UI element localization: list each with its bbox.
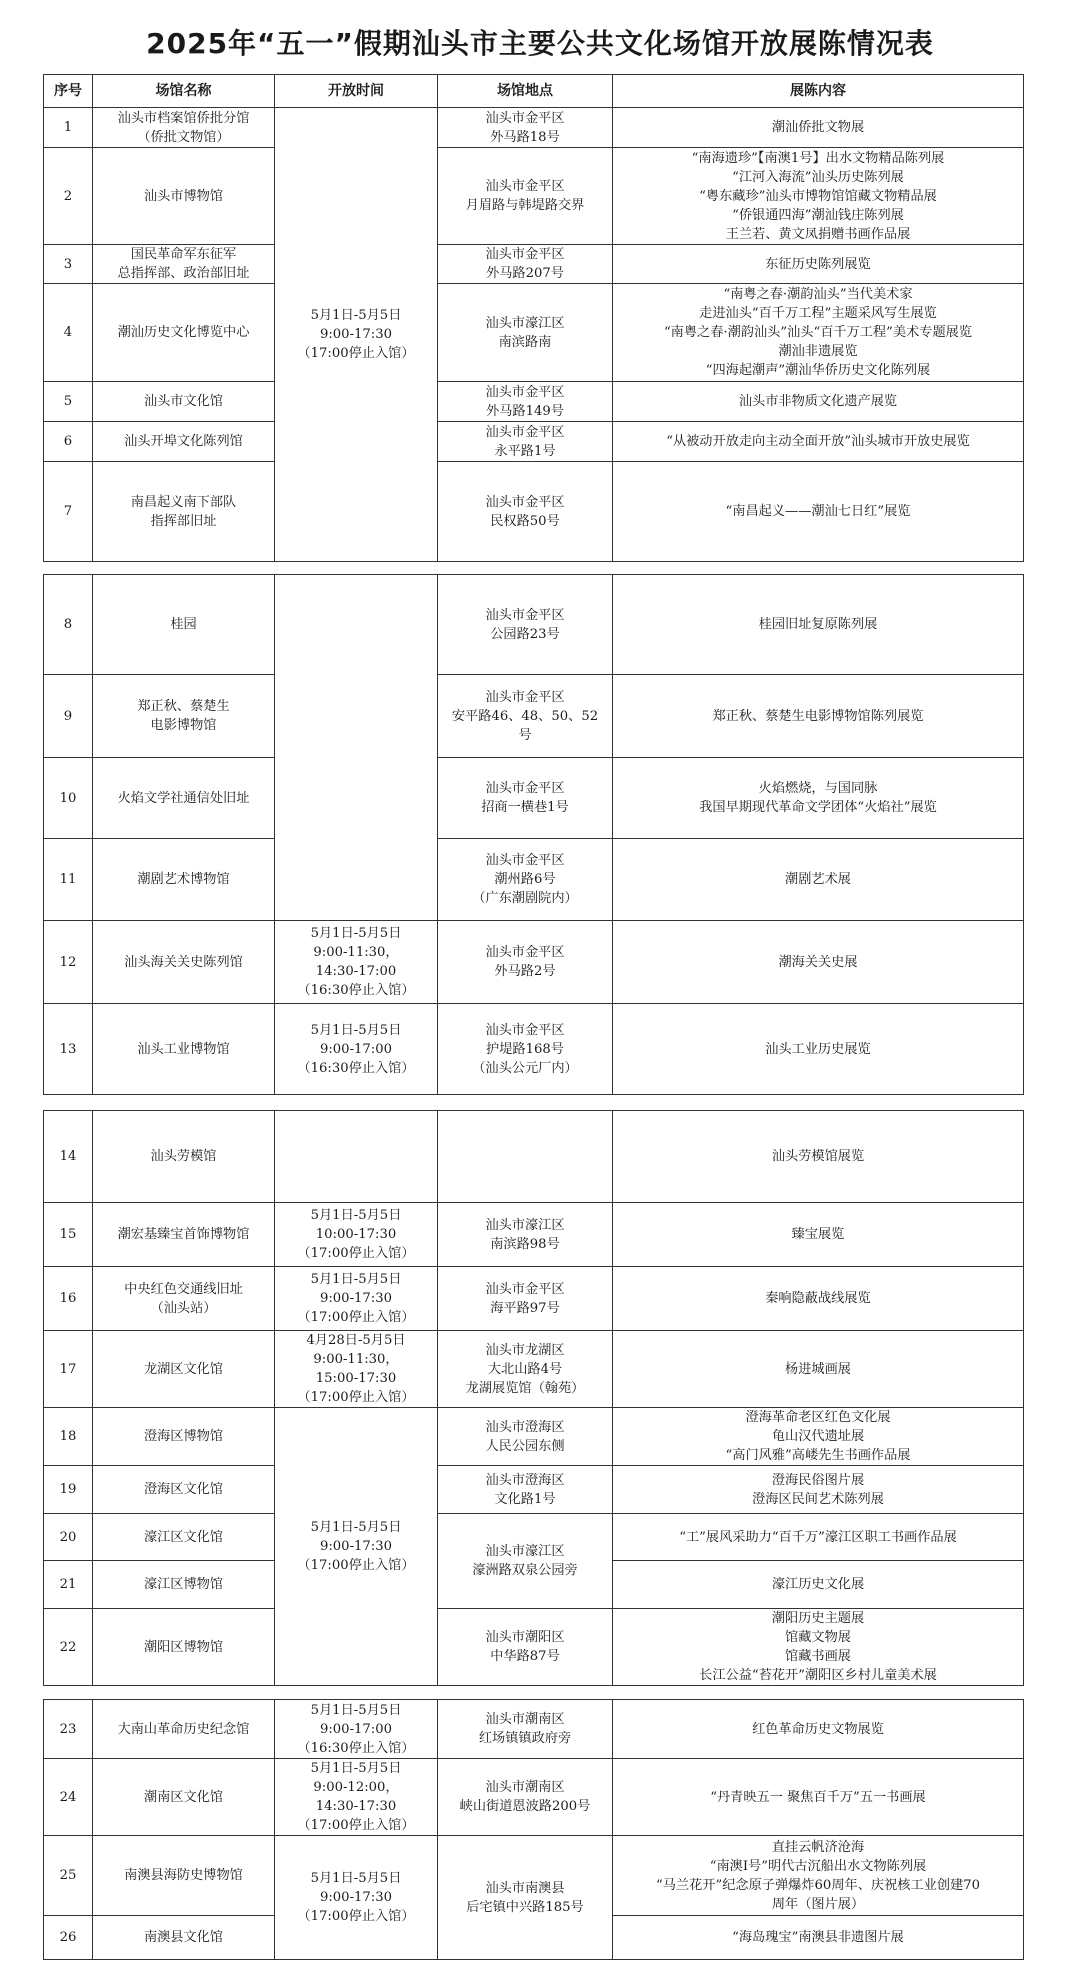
table-row: [44, 1004, 1024, 1095]
exhibition-table-part-3: [43, 1110, 1024, 1686]
row-name: 汕头市文化馆: [93, 382, 275, 422]
row-exh: 火焰燃烧，与国同脉 我国早期现代革命文学团体“火焰社”展览: [613, 758, 1024, 839]
row-addr: 汕头市金平区 海平路97号: [438, 1267, 613, 1331]
table-row: [44, 1700, 1024, 1759]
table-row: [44, 148, 1024, 245]
row-addr: 汕头市金平区 月眉路与韩堤路交界: [438, 148, 613, 245]
row-exh: “海岛瑰宝”南澳县非遗图片展: [613, 1916, 1024, 1960]
row-exh: 潮海关关史展: [613, 921, 1024, 1004]
table-row: [44, 1408, 1024, 1466]
row-name: 南澳县海防史博物馆: [93, 1836, 275, 1916]
row-exh: 汕头市非物质文化遗产展览: [613, 382, 1024, 422]
row-no: 23: [44, 1700, 93, 1759]
table-row: [44, 839, 1024, 921]
row-exh: 潮汕侨批文物展: [613, 108, 1024, 148]
row-no: 18: [44, 1408, 93, 1466]
header-exh: 展陈内容: [613, 75, 1024, 108]
row-no: 25: [44, 1836, 93, 1916]
row-exh: “从被动开放走向主动全面开放”汕头城市开放史展览: [613, 422, 1024, 462]
row-exh: 杨进城画展: [613, 1331, 1024, 1408]
row-exh: 汕头工业历史展览: [613, 1004, 1024, 1095]
row-no: 8: [44, 575, 93, 675]
table-row: [44, 1514, 1024, 1561]
header-time: 开放时间: [275, 75, 438, 108]
row-time: 4月28日-5月5日 9:00-11:30， 15:00-17:30 （17:00停止入馆）: [275, 1331, 438, 1408]
row-name: 南昌起义南下部队 指挥部旧址: [93, 462, 275, 562]
table-row: [44, 758, 1024, 839]
table-header-row: [44, 75, 1024, 108]
row-addr: 汕头市金平区 招商一横巷1号: [438, 758, 613, 839]
table-row: [44, 382, 1024, 422]
row-no: 14: [44, 1111, 93, 1203]
row-addr: 汕头市濠江区 南滨路南: [438, 284, 613, 382]
row-addr: [438, 1111, 613, 1203]
row-time: 5月1日-5月5日 9:00-17:00 （16:30停止入馆）: [275, 1700, 438, 1759]
row-exh: 郑正秋、蔡楚生电影博物馆陈列展览: [613, 675, 1024, 758]
row-time: 5月1日-5月5日 10:00-17:30 （17:00停止入馆）: [275, 1203, 438, 1267]
row-addr: 汕头市金平区 永平路1号: [438, 422, 613, 462]
row-addr: 汕头市南澳县 后宅镇中兴路185号: [438, 1836, 613, 1960]
row-time: 5月1日-5月5日 9:00-12:00， 14:30-17:30 （17:00停止入馆）: [275, 1759, 438, 1836]
row-name: 潮宏基臻宝首饰博物馆: [93, 1203, 275, 1267]
row-no: 22: [44, 1609, 93, 1686]
row-addr: 汕头市金平区 外马路207号: [438, 245, 613, 284]
table-row: [44, 1331, 1024, 1408]
row-name: 汕头开埠文化陈列馆: [93, 422, 275, 462]
row-addr: 汕头市金平区 外马路2号: [438, 921, 613, 1004]
row-time: [275, 1111, 438, 1203]
row-name: 汕头工业博物馆: [93, 1004, 275, 1095]
row-exh: 秦响隐蔽战线展览: [613, 1267, 1024, 1331]
row-name: 龙湖区文化馆: [93, 1331, 275, 1408]
row-name: 中央红色交通线旧址 （汕头站）: [93, 1267, 275, 1331]
row-no: 11: [44, 839, 93, 921]
row-no: 17: [44, 1331, 93, 1408]
row-addr: 汕头市濠江区 濠洲路双泉公园旁: [438, 1514, 613, 1609]
row-addr: 汕头市金平区 安平路46、48、50、52 号: [438, 675, 613, 758]
row-name: 潮南区文化馆: [93, 1759, 275, 1836]
row-addr: 汕头市潮阳区 中华路87号: [438, 1609, 613, 1686]
table-row: [44, 1111, 1024, 1203]
row-name: 汕头劳模馆: [93, 1111, 275, 1203]
row-exh: 澄海革命老区红色文化展 龟山汉代遗址展 “高门风雅”高嵝先生书画作品展: [613, 1408, 1024, 1466]
row-name: 汕头海关关史陈列馆: [93, 921, 275, 1004]
table-row: [44, 1759, 1024, 1836]
row-no: 2: [44, 148, 93, 245]
row-addr: 汕头市澄海区 文化路1号: [438, 1466, 613, 1514]
row-time: [275, 575, 438, 921]
row-name: 潮剧艺术博物馆: [93, 839, 275, 921]
row-no: 16: [44, 1267, 93, 1331]
row-addr: 汕头市金平区 外马路18号: [438, 108, 613, 148]
row-no: 21: [44, 1561, 93, 1609]
table-row: [44, 462, 1024, 562]
row-name: 濠江区博物馆: [93, 1561, 275, 1609]
row-no: 24: [44, 1759, 93, 1836]
table-row: [44, 575, 1024, 675]
row-name: 濠江区文化馆: [93, 1514, 275, 1561]
row-exh: “丹青映五一 聚焦百千万”五一书画展: [613, 1759, 1024, 1836]
row-addr: 汕头市金平区 护堤路168号 （汕头公元厂内）: [438, 1004, 613, 1095]
row-exh: “南昌起义——潮汕七日红”展览: [613, 462, 1024, 562]
row-exh: 潮剧艺术展: [613, 839, 1024, 921]
row-no: 6: [44, 422, 93, 462]
row-time: 5月1日-5月5日 9:00-17:00 （16:30停止入馆）: [275, 1004, 438, 1095]
row-addr: 汕头市澄海区 人民公园东侧: [438, 1408, 613, 1466]
row-exh: 汕头劳模馆展览: [613, 1111, 1024, 1203]
row-time: 5月1日-5月5日 9:00-17:30 （17:00停止入馆）: [275, 1836, 438, 1960]
row-time: 5月1日-5月5日 9:00-11:30， 14:30-17:00 （16:30停止入馆）: [275, 921, 438, 1004]
row-addr: 汕头市金平区 公园路23号: [438, 575, 613, 675]
header-name: 场馆名称: [93, 75, 275, 108]
row-time: 5月1日-5月5日 9:00-17:30 （17:00停止入馆）: [275, 1408, 438, 1686]
row-no: 13: [44, 1004, 93, 1095]
row-name: 桂园: [93, 575, 275, 675]
row-no: 12: [44, 921, 93, 1004]
row-exh: 濠江历史文化展: [613, 1561, 1024, 1609]
row-no: 1: [44, 108, 93, 148]
row-exh: 红色革命历史文物展览: [613, 1700, 1024, 1759]
row-name: 澄海区文化馆: [93, 1466, 275, 1514]
row-no: 9: [44, 675, 93, 758]
row-name: 潮汕历史文化博览中心: [93, 284, 275, 382]
table-row: [44, 108, 1024, 148]
exhibition-table-part-1: [43, 74, 1024, 562]
row-addr: 汕头市濠江区 南滨路98号: [438, 1203, 613, 1267]
row-no: 4: [44, 284, 93, 382]
exhibition-table-part-4: [43, 1699, 1024, 1960]
row-name: 南澳县文化馆: [93, 1916, 275, 1960]
row-name: 汕头市档案馆侨批分馆 （侨批文物馆）: [93, 108, 275, 148]
row-no: 19: [44, 1466, 93, 1514]
row-no: 10: [44, 758, 93, 839]
row-no: 20: [44, 1514, 93, 1561]
table-row: [44, 1466, 1024, 1514]
row-addr: 汕头市金平区 外马路149号: [438, 382, 613, 422]
row-exh: 潮阳历史主题展 馆藏文物展 馆藏书画展 长江公益“苔花开”潮阳区乡村儿童美术展: [613, 1609, 1024, 1686]
row-exh: 臻宝展览: [613, 1203, 1024, 1267]
row-no: 7: [44, 462, 93, 562]
row-addr: 汕头市龙湖区 大北山路4号 龙湖展览馆（翰苑）: [438, 1331, 613, 1408]
row-name: 火焰文学社通信处旧址: [93, 758, 275, 839]
header-addr: 场馆地点: [438, 75, 613, 108]
row-no: 15: [44, 1203, 93, 1267]
row-name: 汕头市博物馆: [93, 148, 275, 245]
table-row: [44, 422, 1024, 462]
row-exh: “南粤之春·潮韵汕头”当代美术家 走进汕头“百千万工程”主题采风写生展览 “南粤之春·潮韵汕头”汕头“百千万工程”美术专题展览 潮汕非遗展览 “四海起潮声”潮汕华侨历史文化陈列展: [613, 284, 1024, 382]
row-addr: 汕头市潮南区 峡山街道恩波路200号: [438, 1759, 613, 1836]
table-row: [44, 921, 1024, 1004]
table-row: [44, 1267, 1024, 1331]
document-title: 2025年“五一”假期汕头市主要公共文化场馆开放展陈情况表: [146, 27, 934, 60]
row-name: 郑正秋、蔡楚生 电影博物馆: [93, 675, 275, 758]
row-no: 5: [44, 382, 93, 422]
row-exh: “南海遗珍”【南澳1号】出水文物精品陈列展 “江河入海流”汕头历史陈列展 “粤东藏珍”汕头市博物馆馆藏文物精品展 “侨银通四海”潮汕钱庄陈列展 王兰若、黄文凤捐赠书画作品展: [613, 148, 1024, 245]
row-addr: 汕头市金平区 民权路50号: [438, 462, 613, 562]
row-exh: “工”展风采助力“百千万”濠江区职工书画作品展: [613, 1514, 1024, 1561]
table-row: [44, 1203, 1024, 1267]
row-name: 国民革命军东征军 总指挥部、政治部旧址: [93, 245, 275, 284]
row-no: 26: [44, 1916, 93, 1960]
row-addr: 汕头市潮南区 红场镇镇政府旁: [438, 1700, 613, 1759]
table-row: [44, 284, 1024, 382]
row-time: 5月1日-5月5日 9:00-17:30 （17:00停止入馆）: [275, 1267, 438, 1331]
row-exh: 东征历史陈列展览: [613, 245, 1024, 284]
row-exh: 直挂云帆济沧海 “南澳Ⅰ号”明代古沉船出水文物陈列展 “马兰花开”纪念原子弹爆炸60周年、庆祝核工业创建70 周年（图片展）: [613, 1836, 1024, 1916]
row-addr: 汕头市金平区 潮州路6号 （广东潮剧院内）: [438, 839, 613, 921]
row-exh: 澄海民俗图片展 澄海区民间艺术陈列展: [613, 1466, 1024, 1514]
table-row: [44, 245, 1024, 284]
table-row: [44, 1836, 1024, 1916]
header-no: 序号: [44, 75, 93, 108]
row-name: 潮阳区博物馆: [93, 1609, 275, 1686]
row-time: 5月1日-5月5日 9:00-17:30 （17:00停止入馆）: [275, 108, 438, 562]
table-row: [44, 1609, 1024, 1686]
exhibition-table-part-2: [43, 574, 1024, 1095]
row-exh: 桂园旧址复原陈列展: [613, 575, 1024, 675]
table-row: [44, 675, 1024, 758]
row-name: 大南山革命历史纪念馆: [93, 1700, 275, 1759]
row-name: 澄海区博物馆: [93, 1408, 275, 1466]
row-no: 3: [44, 245, 93, 284]
